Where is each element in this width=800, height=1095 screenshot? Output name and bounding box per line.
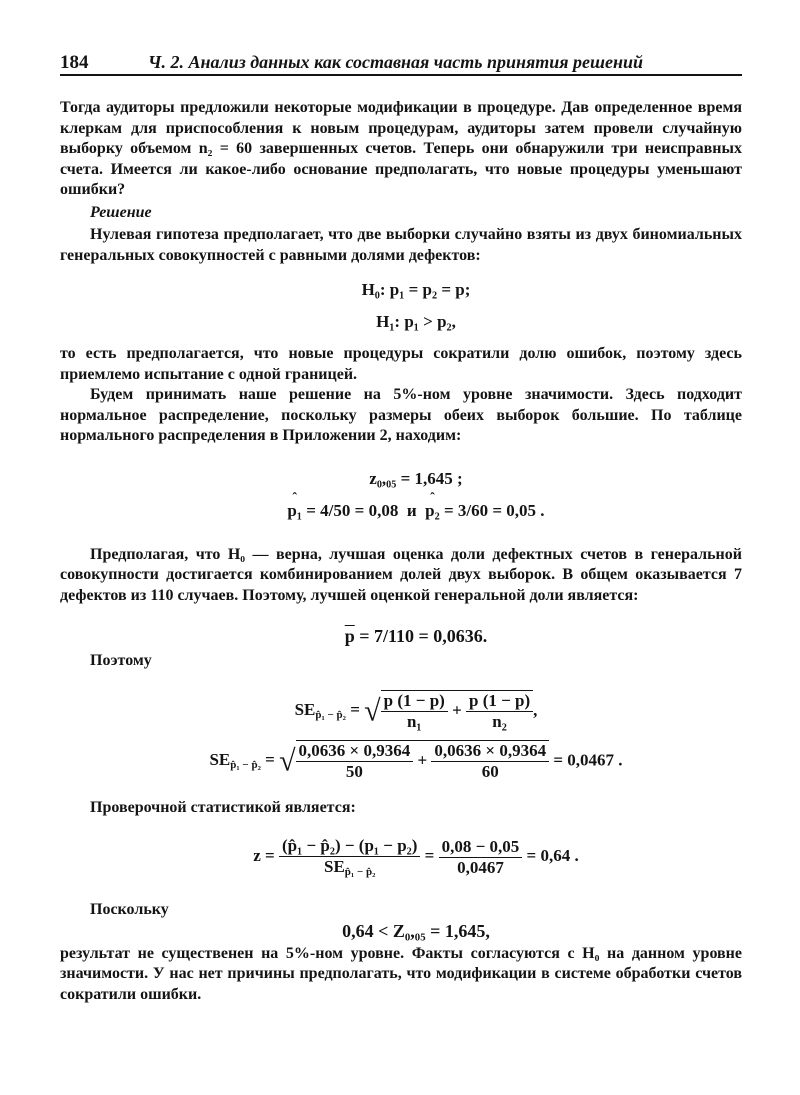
p1-hat-value: = 4/50 = 0,08 <box>306 500 399 520</box>
paragraph-4: Будем принимать наше решение на 5%-ном уровне значимости. Здесь подходит нормальное распределение, поскольку размеры обеих выборок большие. По таблице нормального распределения в Приложении 2, находим: <box>60 386 742 444</box>
p-bar: $\overline{p}$ <box>344 626 355 646</box>
sqrt-body: $\frac{p (1 - p)}{\text{n₁}}$ + $\frac{p (1 - p)}{\text{n₂}}$ <box>381 690 534 732</box>
sqrt-sign: √ <box>364 694 381 727</box>
z-fraction: $\frac{\text{(p̂₁ − p̂₂) − (p₁ − p₂)}}{SE_{p̂_1 - p̂_2}}$ <box>279 836 420 878</box>
paragraph-5: Предполагая, что H₀ — верна, лучшая оценка доли дефектных счетов в генеральной совокупности достигается комбинированием долей двух выборок. В общем оказывается 7 дефектов из 110 случаев. Поэтому, лучшей оценкой генеральной доли является: <box>60 545 742 604</box>
page-number: 184 <box>60 52 89 73</box>
paragraph-8: Поскольку <box>90 901 169 918</box>
p2-hat-value: = 3/60 = 0,05 . <box>443 500 545 520</box>
formula-pbar <box>60 626 742 647</box>
sqrt-body-2: $\frac{0,0636 \times 0,9364}{50}$ + $\frac{0,0636 \times 0,9364}{60}$ <box>296 740 550 782</box>
fraction-3: $\frac{0,0636 \times 0,9364}{50}$ <box>296 741 414 782</box>
formula-se-numeric <box>60 740 742 782</box>
se-symbol-2: $SE_{p̂_1 - p̂_2}$ = <box>209 749 275 771</box>
paragraph-1: Тогда аудиторы предложили некоторые модификации в процедуре. Дав определенное время клеркам для приспособления к новым процедурам, аудиторы затем провели случайную выборку объемом n₂ = 60 завершенных счетов. Теперь они обнаружили три неисправных счета. Имеется ли какое-либо основание предполагать, что новые процедуры уменьшают ошибки? <box>60 99 742 198</box>
fraction-1: $\frac{p (1 - p)}{\text{n₁}}$ <box>381 691 448 732</box>
paragraph-6: Поэтому <box>90 652 152 669</box>
formula-z: z = $\frac{\text{(p̂₁ − p̂₂) − (p₁ − p₂)}}{SE_{p̂_1 - p̂_2}}$ = $\frac{0,08 - 0,05}{0,0467}$ = 0,64 . <box>253 836 579 878</box>
paragraph-9: результат не существенен на 5%-ном уровне. Факты согласуются с H₀ на данном уровне значимости. У нас нет причины предполагать, что модификации в системе обработки счетов сократили ошибки. <box>60 944 742 1003</box>
running-title: Ч. 2. Анализ данных как составная часть принятия решений <box>148 52 643 72</box>
formula-compare: 0,64 < Z₀,₀₅ = 1,645, <box>342 920 490 941</box>
paragraph-7: Проверочной статистикой является: <box>90 798 356 816</box>
paragraph-3: то есть предполагается, что новые процедуры сократили долю ошибок, поэтому здесь приемлемо испытание с одной границей. <box>60 345 742 383</box>
and-word: и <box>406 500 417 520</box>
sqrt-sign-2: √ <box>279 744 296 777</box>
fraction-4: $\frac{0,0636 \times 0,9364}{60}$ <box>431 741 549 782</box>
z-fraction-2: $\frac{0,08 - 0,05}{0,0467}$ <box>439 837 523 878</box>
formula-z005: z₀,₀₅ = 1,645 ; <box>369 468 463 488</box>
p1-hat: ˆ p₁ <box>287 501 302 521</box>
p2-hat: ˆ p₂ <box>425 501 440 521</box>
formula-p-hats <box>60 501 742 521</box>
running-header <box>60 50 742 76</box>
solution-heading: Решение <box>90 203 152 221</box>
formula-h1: H₁: p₁ > p₂, <box>376 312 456 331</box>
z-result: = 0,64 . <box>526 845 579 865</box>
formula-se-general: $SE_{p̂_1 - p̂_2}$ = √ $\frac{p (1 - p)}{\text{n₁}}$ + $\frac{p (1 - p)}{\text{n₂}}$ , <box>294 690 538 731</box>
se-symbol: $SE_{p̂_1 - p̂_2}$ = <box>294 699 360 721</box>
p-bar-value: = 7/110 = 0,0636. <box>359 626 488 646</box>
page <box>60 50 742 1005</box>
fraction-2: $\frac{p (1 - p)}{\text{n₂}}$ <box>466 691 533 732</box>
se-result: = 0,0467 . <box>553 749 623 769</box>
formula-h0: H₀: p₁ = p₂ = p; <box>361 280 471 299</box>
paragraph-2: Нулевая гипотеза предполагает, что две выборки случайно взяты из двух биномиальных генеральных совокупностей с равными долями дефектов: <box>60 226 742 264</box>
